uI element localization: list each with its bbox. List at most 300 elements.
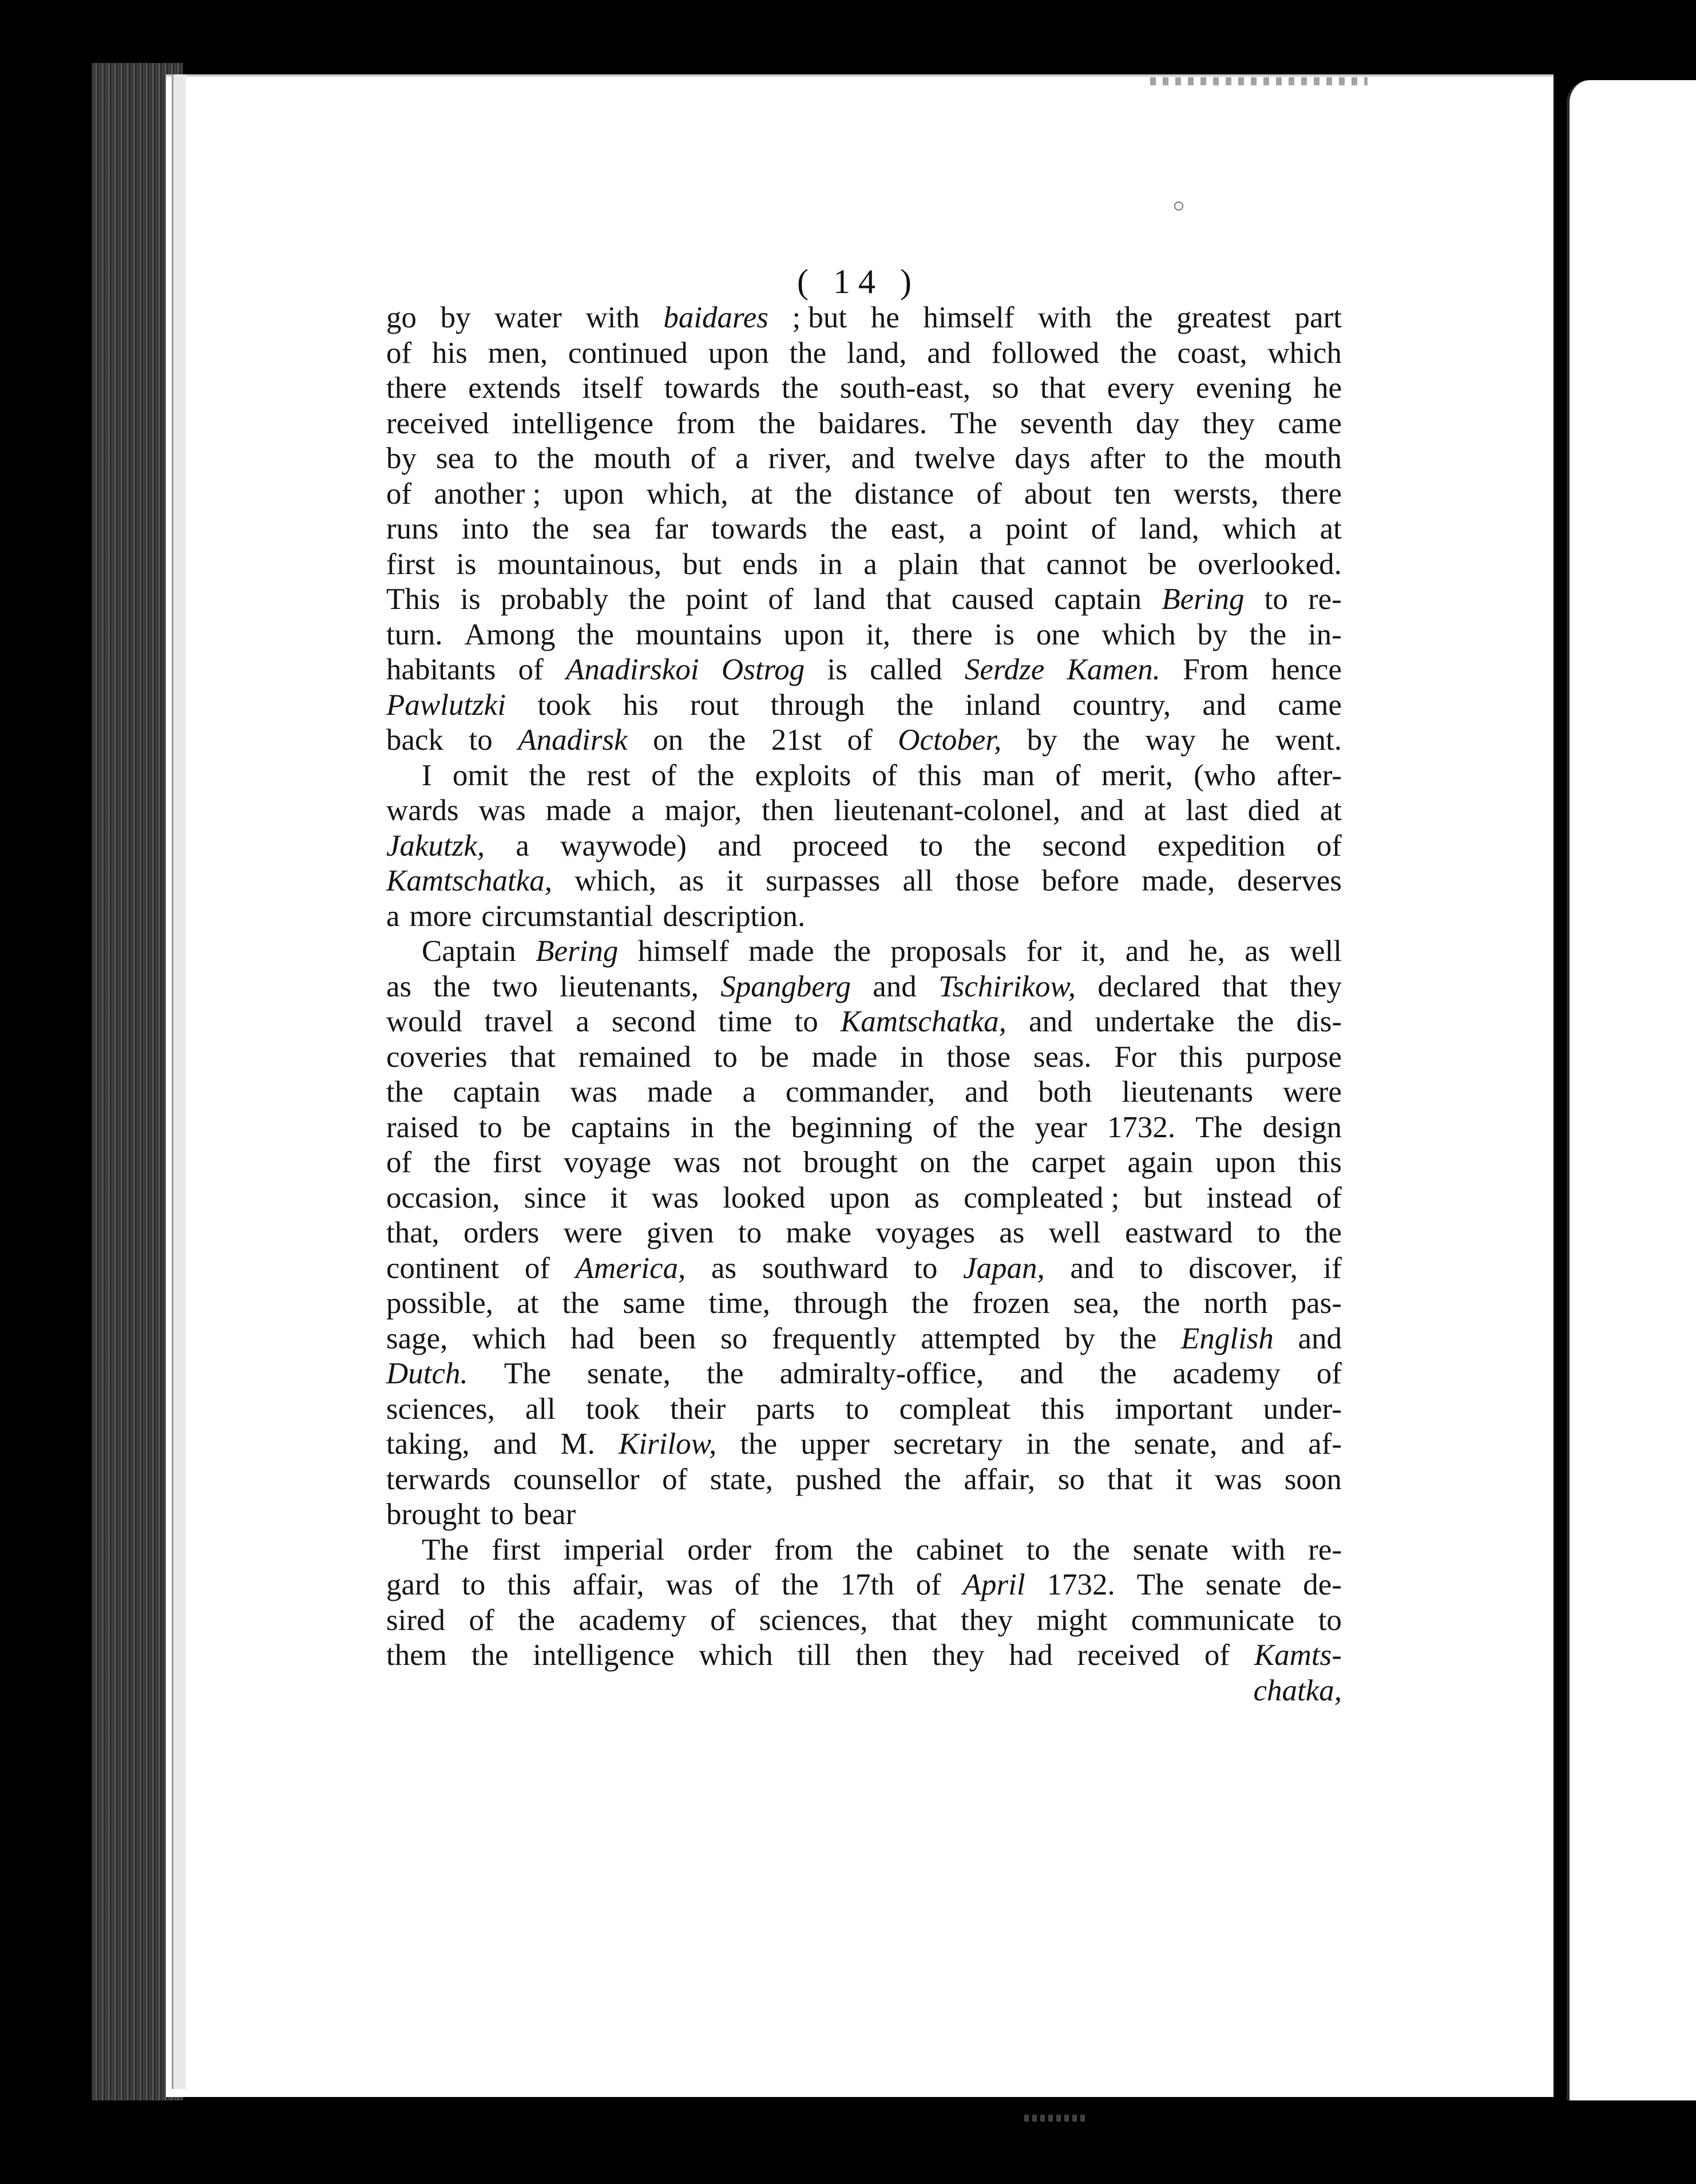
- word: merit,: [1101, 758, 1173, 792]
- word: the: [1083, 723, 1120, 757]
- word: both: [1038, 1075, 1092, 1109]
- word: The: [1136, 1568, 1184, 1601]
- word: went.: [1275, 723, 1342, 757]
- word: captain: [1054, 583, 1142, 616]
- word: was: [1214, 1462, 1262, 1496]
- word: southward: [762, 1251, 889, 1285]
- word: turn.: [386, 618, 443, 651]
- word: all: [902, 864, 933, 897]
- text-line: [386, 1568, 1342, 1603]
- word: that: [1222, 970, 1268, 1003]
- word: of: [518, 653, 544, 686]
- word: after: [1089, 442, 1146, 475]
- word: made,: [1142, 864, 1215, 897]
- text-line: [386, 1427, 1342, 1462]
- page-inner-edge: [172, 74, 186, 2089]
- word: captain: [453, 1075, 541, 1109]
- word: and: [1020, 1357, 1064, 1390]
- word: to: [478, 1110, 502, 1144]
- word: October,: [898, 723, 1002, 757]
- word: intelligence: [533, 1639, 675, 1672]
- text-line: [386, 371, 1342, 406]
- word: country,: [1072, 688, 1171, 722]
- word: counsellor: [513, 1462, 640, 1496]
- word: the: [1115, 301, 1153, 334]
- text-line: [386, 1533, 1342, 1568]
- word: April: [962, 1568, 1025, 1601]
- word: remained: [578, 1040, 691, 1074]
- word: to: [1139, 1251, 1163, 1285]
- print-smudge: [1150, 77, 1368, 85]
- word: undertake: [1095, 1005, 1215, 1038]
- word: greatest: [1176, 301, 1271, 334]
- word: Pawlutzki: [386, 688, 506, 722]
- word: received: [1077, 1639, 1180, 1672]
- word: looked: [723, 1181, 806, 1214]
- word: taking,: [386, 1427, 470, 1461]
- word: upon: [1215, 1146, 1276, 1179]
- word: he,: [1188, 935, 1225, 968]
- word: the: [562, 1287, 600, 1320]
- word: that: [510, 1040, 556, 1074]
- word: of: [386, 477, 412, 511]
- word: it: [726, 864, 743, 897]
- print-smudge: [1024, 2115, 1087, 2122]
- word: from: [774, 1533, 834, 1566]
- word: sciences,: [386, 1392, 495, 1426]
- word: 21st: [771, 723, 822, 757]
- word: voyages: [875, 1216, 976, 1249]
- word: to: [1026, 1533, 1050, 1566]
- word: there: [912, 618, 973, 651]
- word: compleat: [899, 1392, 1011, 1426]
- word: twelve: [914, 442, 996, 475]
- page-number: ( 14 ): [797, 263, 920, 300]
- word: to: [714, 1040, 738, 1074]
- word: the: [697, 758, 735, 792]
- word: was: [570, 1075, 617, 1109]
- word: and: [1202, 688, 1246, 722]
- word: upon: [783, 618, 845, 651]
- word: communicate: [1131, 1603, 1295, 1637]
- word: as: [711, 1251, 737, 1285]
- word: to: [494, 442, 518, 475]
- word: to: [914, 1251, 938, 1285]
- word: was: [478, 794, 526, 827]
- word: academy: [578, 1603, 687, 1637]
- word: pushed: [795, 1462, 882, 1496]
- text-line: [386, 1040, 1342, 1075]
- word: the: [830, 512, 868, 545]
- text-line: [386, 1286, 1342, 1322]
- word: had: [1009, 1639, 1053, 1672]
- word: was: [673, 1146, 721, 1179]
- word: raised: [386, 1110, 459, 1144]
- word: about: [1024, 477, 1092, 511]
- word: the: [706, 1357, 744, 1390]
- word: senate: [1205, 1568, 1282, 1601]
- word: attempted: [921, 1322, 1041, 1355]
- word: well: [1289, 935, 1342, 968]
- word: time,: [708, 1287, 770, 1320]
- word: the: [386, 1075, 423, 1109]
- word: is: [456, 547, 477, 581]
- word: is: [994, 618, 1015, 651]
- text-line: [386, 441, 1342, 477]
- text-line: [386, 1075, 1342, 1110]
- word: and: [965, 1075, 1009, 1109]
- text-line: [386, 1603, 1342, 1639]
- word: purpose: [1246, 1040, 1342, 1074]
- text-line: [386, 1216, 1342, 1251]
- facing-page-edge: [1567, 80, 1696, 2100]
- word: made: [647, 1075, 713, 1109]
- word: part: [1294, 301, 1342, 334]
- word: of: [386, 1146, 412, 1179]
- paragraph: [386, 758, 1342, 935]
- word: of: [1091, 512, 1116, 545]
- word: overlooked.: [1198, 547, 1342, 581]
- word: and: [1241, 1427, 1285, 1461]
- word: voyage: [564, 1146, 652, 1179]
- word: land: [813, 583, 866, 616]
- word: second: [1042, 829, 1127, 862]
- word: first: [493, 1146, 542, 1179]
- word: the: [1249, 618, 1287, 651]
- word: took: [585, 1392, 640, 1426]
- word: important: [1115, 1392, 1233, 1426]
- word: that: [980, 547, 1025, 581]
- word: carpet: [1031, 1146, 1105, 1179]
- word: habitants: [386, 653, 496, 686]
- word: and: [1070, 1251, 1114, 1285]
- word: sea: [592, 512, 631, 545]
- word: the: [518, 1603, 555, 1637]
- word: state,: [710, 1462, 774, 1496]
- word: academy: [1172, 1357, 1281, 1390]
- word: point: [685, 583, 748, 616]
- word: been: [639, 1322, 696, 1355]
- word: east,: [890, 512, 946, 545]
- word: might: [1036, 1603, 1108, 1637]
- text-line: [386, 477, 1342, 512]
- text-line: [386, 793, 1342, 829]
- word: of: [710, 1603, 736, 1637]
- word: before: [1041, 864, 1120, 897]
- word: received: [386, 406, 489, 440]
- word: point: [1005, 512, 1068, 545]
- word: frequently: [771, 1322, 897, 1355]
- word: it,: [1081, 935, 1106, 968]
- word: ; but: [792, 301, 847, 334]
- word: the: [577, 618, 615, 651]
- word: a: [735, 442, 749, 475]
- word: rout: [690, 688, 739, 722]
- text-line: [386, 652, 1342, 688]
- word: admiralty-office,: [779, 1357, 984, 1390]
- word: of: [469, 1603, 494, 1637]
- word: by: [440, 301, 471, 334]
- word: a: [631, 794, 645, 827]
- word: of: [1316, 829, 1342, 862]
- word: Bering: [536, 935, 619, 968]
- word: Bering: [1162, 583, 1245, 616]
- word: but: [682, 547, 722, 581]
- word: a: [742, 1075, 756, 1109]
- word: wersts,: [1173, 477, 1259, 511]
- word: of: [932, 1110, 958, 1144]
- word: hence: [1271, 653, 1342, 686]
- word: again: [1127, 1146, 1194, 1179]
- word: which: [1222, 512, 1297, 545]
- word: English: [1180, 1322, 1274, 1355]
- word: discover,: [1188, 1251, 1298, 1285]
- word: day: [1135, 406, 1180, 440]
- word: I: [422, 758, 432, 792]
- word: made: [748, 935, 814, 968]
- word: soon: [1284, 1462, 1342, 1496]
- word: by: [1064, 1322, 1095, 1355]
- word: mouth: [593, 442, 671, 475]
- word: another ;: [434, 477, 541, 511]
- word: north: [1203, 1287, 1268, 1320]
- word: of: [976, 477, 1002, 511]
- word: that,: [386, 1216, 439, 1249]
- word: well: [1048, 1216, 1101, 1249]
- word: was: [665, 1568, 713, 1601]
- word: is: [460, 583, 481, 616]
- word: men,: [488, 336, 548, 370]
- word: be: [522, 1110, 551, 1144]
- word: were: [563, 1216, 623, 1249]
- word: for: [1026, 935, 1062, 968]
- word: Japan,: [962, 1251, 1045, 1285]
- word: ten: [1114, 477, 1151, 511]
- word: followed: [991, 336, 1100, 370]
- word: came: [1278, 406, 1342, 440]
- word: mountainous,: [497, 547, 662, 581]
- word: as: [386, 970, 412, 1003]
- word: the: [1073, 1427, 1111, 1461]
- word: made: [545, 794, 612, 827]
- word: which: [699, 1639, 773, 1672]
- word: to: [1318, 1603, 1342, 1637]
- word: brought: [386, 1498, 481, 1531]
- word: extends: [468, 371, 561, 405]
- word: those: [955, 864, 1020, 897]
- word: From: [1183, 653, 1249, 686]
- word: re-: [1308, 1533, 1342, 1566]
- word: that: [886, 583, 932, 616]
- word: in: [900, 1040, 924, 1074]
- word: which: [472, 1322, 546, 1355]
- text-line: [386, 899, 1342, 935]
- word: mouth: [1264, 442, 1342, 475]
- word: Anadirsk: [518, 723, 628, 757]
- word: the: [1237, 1005, 1274, 1038]
- word: cannot: [1046, 547, 1127, 581]
- word: himself: [923, 301, 1015, 334]
- word: affair,: [572, 1568, 644, 1601]
- word: of: [734, 1568, 760, 1601]
- word: that: [1107, 1462, 1153, 1496]
- word: M.: [560, 1427, 595, 1461]
- word: intelligence: [512, 406, 653, 440]
- word: his: [623, 688, 659, 722]
- word: seventh: [1020, 406, 1113, 440]
- text-line: [386, 582, 1342, 618]
- word: the: [974, 829, 1012, 862]
- word: sage,: [386, 1322, 448, 1355]
- word: cabinet: [916, 1533, 1004, 1566]
- word: a: [576, 1005, 589, 1038]
- word: more: [409, 899, 472, 933]
- word: was: [651, 1181, 699, 1214]
- word: with: [1037, 301, 1092, 334]
- word: into: [461, 512, 509, 545]
- text-line: [386, 934, 1342, 970]
- word: Kirilow,: [618, 1427, 717, 1461]
- word: make: [786, 1216, 852, 1249]
- word: of: [768, 583, 794, 616]
- word: to: [738, 1216, 762, 1249]
- word: go: [386, 301, 417, 334]
- word: the: [740, 1427, 778, 1461]
- word: south-east,: [840, 371, 971, 405]
- word: distance: [854, 477, 954, 511]
- word: sciences,: [759, 1603, 868, 1637]
- word: the: [532, 512, 569, 545]
- word: himself: [637, 935, 729, 968]
- word: which: [1267, 336, 1342, 370]
- text-line: [386, 758, 1342, 794]
- word: Kamts-: [1254, 1639, 1342, 1672]
- word: to: [462, 1568, 486, 1601]
- word: all: [525, 1392, 556, 1426]
- word: in: [819, 547, 843, 581]
- word: Jakutzk,: [386, 829, 485, 862]
- word: under-: [1263, 1392, 1342, 1426]
- word: on: [920, 1146, 950, 1179]
- word: to: [490, 1498, 514, 1531]
- word: land,: [1139, 512, 1199, 545]
- word: it: [610, 1181, 628, 1214]
- word: the: [1119, 1322, 1157, 1355]
- word: to: [1257, 1216, 1281, 1249]
- word: as: [914, 1181, 940, 1214]
- word: the: [1207, 442, 1245, 475]
- word: terwards: [386, 1462, 491, 1496]
- word: and: [1298, 1322, 1342, 1355]
- word: instead: [1206, 1181, 1293, 1214]
- word: man: [982, 758, 1035, 792]
- word: a: [863, 547, 877, 581]
- word: it,: [866, 618, 891, 651]
- word: of: [651, 758, 677, 792]
- word: of: [1055, 758, 1081, 792]
- word: took: [537, 688, 592, 722]
- word: and: [718, 829, 762, 862]
- word: senate,: [1134, 1427, 1218, 1461]
- word: time: [718, 1005, 772, 1038]
- text-line: [386, 1462, 1342, 1498]
- word: be: [1148, 547, 1177, 581]
- word: captains: [570, 1110, 671, 1144]
- word: of: [662, 1462, 688, 1496]
- word: brought: [803, 1146, 898, 1179]
- word: that: [891, 1603, 937, 1637]
- word: far: [654, 512, 688, 545]
- text-line: [386, 1356, 1342, 1392]
- word: 1732.: [1107, 1110, 1176, 1144]
- word: For: [1114, 1040, 1156, 1074]
- word: and: [1028, 1005, 1073, 1038]
- word: to: [794, 1005, 818, 1038]
- word: to: [1264, 583, 1288, 616]
- word: were: [1282, 1075, 1342, 1109]
- word: continent: [386, 1251, 500, 1285]
- text-line: [386, 970, 1342, 1005]
- catchword: [386, 1673, 1342, 1709]
- text-line: [386, 336, 1342, 371]
- word: eastward: [1125, 1216, 1233, 1249]
- word: made: [811, 1040, 878, 1074]
- word: the: [1099, 1357, 1137, 1390]
- word: to: [469, 723, 493, 757]
- word: if: [1323, 1251, 1342, 1285]
- word: inland: [965, 688, 1041, 722]
- word: sea,: [1073, 1287, 1120, 1320]
- word: first: [386, 547, 435, 581]
- word: he: [870, 301, 899, 334]
- word: the: [734, 1110, 771, 1144]
- body-text: [386, 300, 1342, 1708]
- word: major,: [664, 794, 742, 827]
- word: one: [1036, 618, 1080, 651]
- word: frozen: [972, 1287, 1050, 1320]
- word: river,: [768, 442, 832, 475]
- word: This: [386, 583, 441, 616]
- word: upon: [829, 1181, 890, 1214]
- word: coast,: [1177, 336, 1247, 370]
- word: then: [762, 794, 814, 827]
- word: the: [758, 406, 796, 440]
- word: which,: [574, 864, 656, 897]
- word: expedition: [1157, 829, 1286, 862]
- word: Kamtschatka,: [386, 864, 552, 897]
- word: the: [834, 935, 871, 968]
- word: at: [1319, 794, 1342, 827]
- word: design: [1262, 1110, 1342, 1144]
- word: commander,: [785, 1075, 936, 1109]
- text-line: [386, 1110, 1342, 1146]
- word: the: [795, 477, 833, 511]
- word: coveries: [386, 1040, 488, 1074]
- word: baidares: [663, 301, 768, 334]
- word: the: [781, 371, 819, 405]
- word: Kamtschatka,: [840, 1005, 1006, 1038]
- word: those: [946, 1040, 1011, 1074]
- word: lieutenants,: [560, 970, 699, 1003]
- word: proceed: [792, 829, 889, 862]
- text-line: [386, 512, 1342, 547]
- word: he: [1221, 723, 1250, 757]
- word: Tschirikow,: [938, 970, 1076, 1003]
- word: baidares.: [818, 406, 928, 440]
- text-line: [386, 1181, 1342, 1216]
- word: this: [1179, 1040, 1223, 1074]
- word: at: [517, 1287, 539, 1320]
